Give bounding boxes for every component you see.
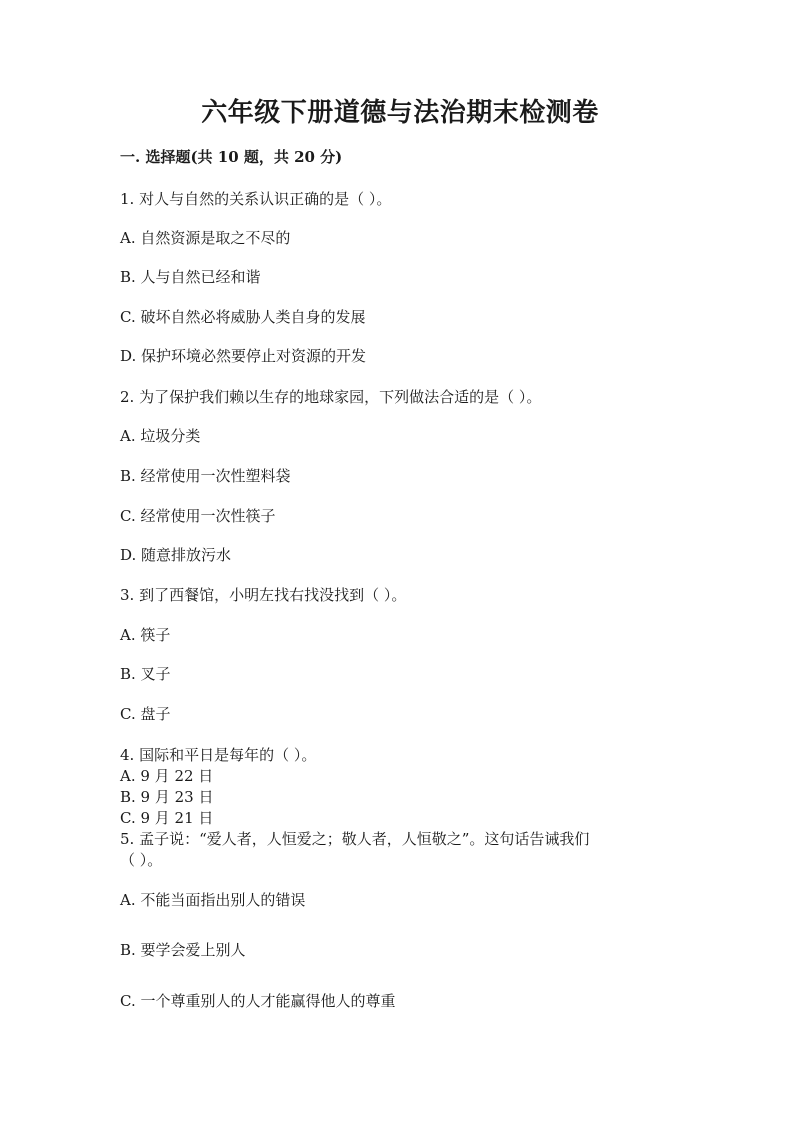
question-5-option-b: B. 要学会爱上别人 — [120, 941, 246, 959]
question-1-option-a: A. 自然资源是取之不尽的 — [120, 229, 291, 247]
question-4-option-b: B. 9 月 23 日 — [120, 788, 214, 806]
question-5-option-a: A. 不能当面指出别人的错误 — [120, 891, 306, 909]
question-4-stem: 4. 国际和平日是每年的（ ）。 — [120, 746, 317, 764]
question-1-option-c: C. 破坏自然必将威胁人类自身的发展 — [120, 308, 366, 326]
question-5-stem-line-2: （ ）。 — [120, 851, 163, 869]
question-5-option-c: C. 一个尊重别人的人才能赢得他人的尊重 — [120, 992, 396, 1010]
question-2-option-b: B. 经常使用一次性塑料袋 — [120, 467, 291, 485]
question-1-option-b: B. 人与自然已经和谐 — [120, 268, 261, 286]
question-4-option-c: C. 9 月 21 日 — [120, 809, 214, 827]
question-3-option-c: C. 盘子 — [120, 705, 171, 723]
question-2-option-a: A. 垃圾分类 — [120, 427, 201, 445]
question-3-option-a: A. 筷子 — [120, 626, 171, 644]
question-2-stem: 2. 为了保护我们赖以生存的地球家园，下列做法合适的是（ ）。 — [120, 388, 542, 406]
question-5-stem-line-1: 5. 孟子说：“爱人者，人恒爱之；敬人者，人恒敬之”。这句话告诫我们 — [120, 830, 590, 848]
question-1-option-d: D. 保护环境必然要停止对资源的开发 — [120, 347, 367, 365]
page-title: 六年级下册道德与法治期末检测卷 — [201, 98, 599, 128]
question-4-option-a: A. 9 月 22 日 — [120, 767, 214, 785]
question-3-stem: 3. 到了西餐馆，小明左找右找没找到（ ）。 — [120, 586, 407, 604]
question-2-option-c: C. 经常使用一次性筷子 — [120, 507, 276, 525]
question-2-option-d: D. 随意排放污水 — [120, 546, 232, 564]
question-3-option-b: B. 叉子 — [120, 665, 171, 683]
question-1-stem: 1. 对人与自然的关系认识正确的是（ ）。 — [120, 190, 392, 208]
section-heading: 一. 选择题(共 10 题，共 20 分) — [120, 148, 343, 166]
